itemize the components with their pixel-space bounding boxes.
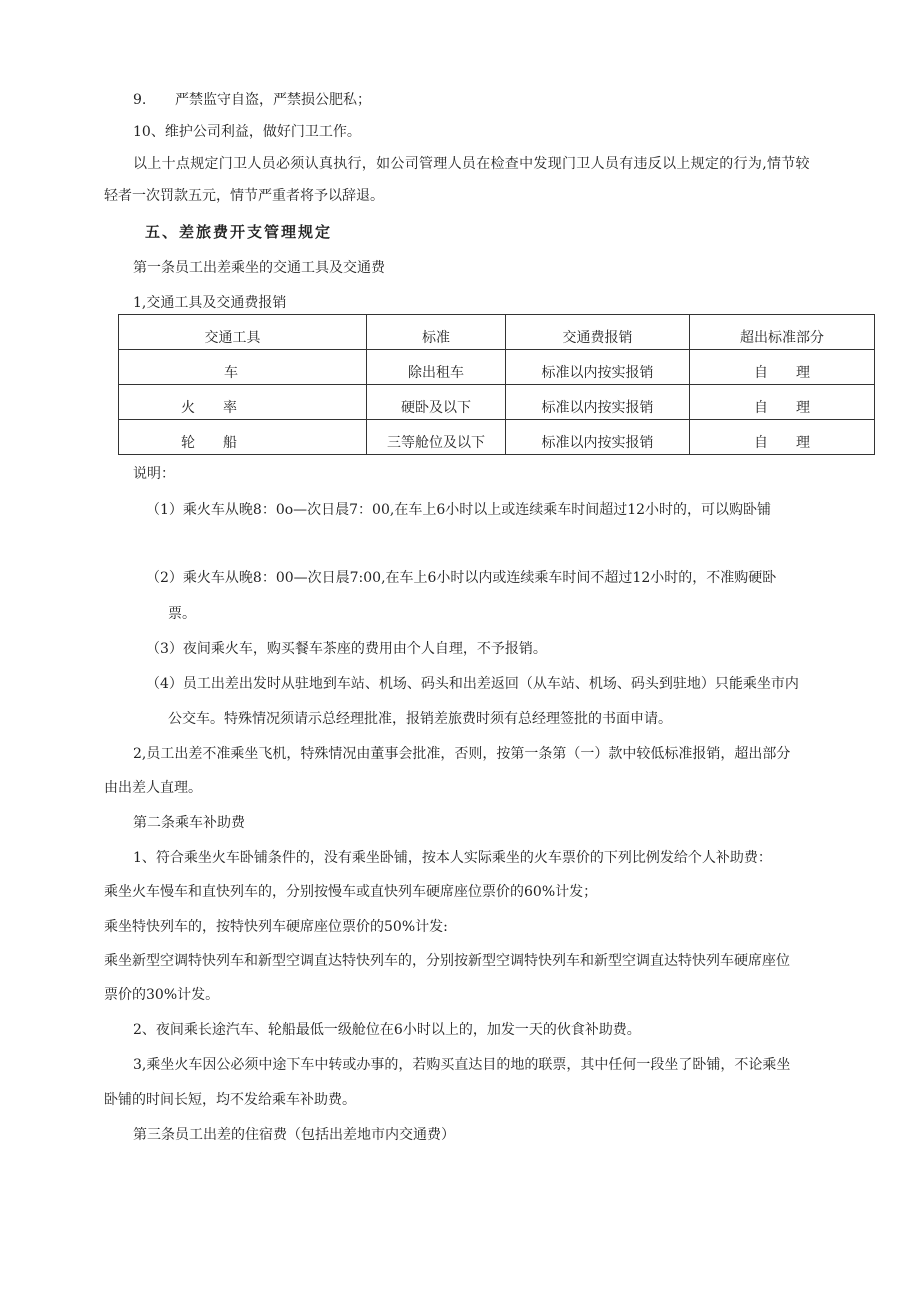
table-cell: 自 理 — [690, 385, 875, 420]
article-2-para-1a: 乘坐火车慢车和直快列车的，分别按慢车或直快列车硬席座位票价的60%计发； — [104, 884, 598, 900]
table-cell: 轮 船 — [119, 420, 367, 455]
rule-10: 10、维护公司利益，做好门卫工作。 — [133, 124, 361, 140]
table-cell: 标准以内按实报销 — [506, 420, 690, 455]
article-2-para-1c-line-1: 乘坐新型空调特快列车和新型空调直达特快列车的，分别按新型空调特快列车和新型空调直达特快列车硬席座位 — [104, 953, 790, 969]
table-cell: 除出租车 — [367, 350, 506, 385]
table-row — [119, 350, 875, 385]
note-1: （1）乘火车从晚8：0o—次日晨7：00,在车上6小时以上或连续乘车时间超过12小时的，可以购卧铺 — [146, 502, 772, 518]
table-row — [119, 420, 875, 455]
sub-2-line-2: 由出差人直理。 — [104, 780, 202, 796]
table-cell: 自 理 — [690, 350, 875, 385]
table-header-cell: 标准 — [367, 315, 506, 350]
note-3: （3）夜间乘火车，购买餐车茶座的费用由个人自理，不予报销。 — [146, 641, 547, 657]
article-2-para-1b: 乘坐特快列车的，按特快列车硬席座位票价的50%计发: — [104, 919, 448, 935]
article-1-title: 第一条员工出差乘坐的交通工具及交通费 — [133, 260, 385, 276]
table-header-cell: 超出标准部分 — [690, 315, 875, 350]
note-2-line-1: （2）乘火车从晚8：00—次日晨7:00,在车上6小时以内或连续乘车时间不超过12小时的，不准购硬卧 — [146, 570, 777, 586]
article-2-para-1: 1、符合乘坐火车卧铺条件的，没有乘坐卧铺，按本人实际乘坐的火车票价的下列比例发给个人补助费： — [133, 850, 772, 866]
table-header-cell: 交通费报销 — [506, 315, 690, 350]
section-5-heading: 五、差旅费开支管理规定 — [145, 223, 333, 241]
note-4-line-1: （4）员工出差出发时从驻地到车站、机场、码头和出差返回（从车站、机场、码头到驻地）只能乘坐市内 — [146, 676, 799, 692]
table-header-cell: 交通工具 — [119, 315, 367, 350]
table-cell: 自 理 — [690, 420, 875, 455]
article-2-title: 第二条乘车补助费 — [133, 815, 245, 831]
article-2-para-1c-line-2: 票价的30%计发。 — [104, 987, 220, 1003]
table-cell: 火 率 — [119, 385, 367, 420]
table-cell: 三等舱位及以下 — [367, 420, 506, 455]
table-cell: 硬卧及以下 — [367, 385, 506, 420]
article-2-para-2: 2、夜间乘长途汽车、轮船最低一级舱位在6小时以上的，加发一天的伙食补助费。 — [133, 1022, 641, 1038]
transport-table — [118, 314, 875, 455]
table-row — [119, 385, 875, 420]
sub-1-title: 1,交通工具及交通费报销 — [133, 295, 287, 311]
table-header-row — [119, 315, 875, 350]
table-cell: 标准以内按实报销 — [506, 385, 690, 420]
table-cell: 标准以内按实报销 — [506, 350, 690, 385]
note-4-line-2: 公交车。特殊情况须请示总经理批准，报销差旅费时须有总经理签批的书面申请。 — [168, 711, 672, 727]
table-cell: 车 — [119, 350, 367, 385]
rule-9-text: 严禁监守自盗，严禁损公肥私； — [175, 92, 371, 108]
note-label: 说明： — [133, 466, 175, 482]
rule-9-number: 9. — [133, 92, 147, 108]
article-2-para-3-line-1: 3,乘坐火车因公必须中途下车中转或办事的，若购买直达目的地的联票，其中任何一段坐了卧铺，不论乘坐 — [133, 1057, 791, 1073]
sub-2-line-1: 2,员工出差不准乘坐飞机，特殊情况由董事会批准，否则，按第一条第（一）款中较低标准报销，超出部分 — [133, 746, 791, 762]
summary-line-2: 轻者一次罚款五元，情节严重者将予以辞退。 — [104, 188, 384, 204]
note-2-line-2: 票。 — [168, 606, 196, 622]
article-3-title: 第三条员工出差的住宿费（包括出差地市内交通费） — [133, 1127, 455, 1143]
summary-line-1: 以上十点规定门卫人员必须认真执行，如公司管理人员在检查中发现门卫人员有违反以上规定的行为,情节较 — [133, 156, 810, 172]
article-2-para-3-line-2: 卧铺的时间长短，均不发给乘车补助费。 — [104, 1092, 356, 1108]
